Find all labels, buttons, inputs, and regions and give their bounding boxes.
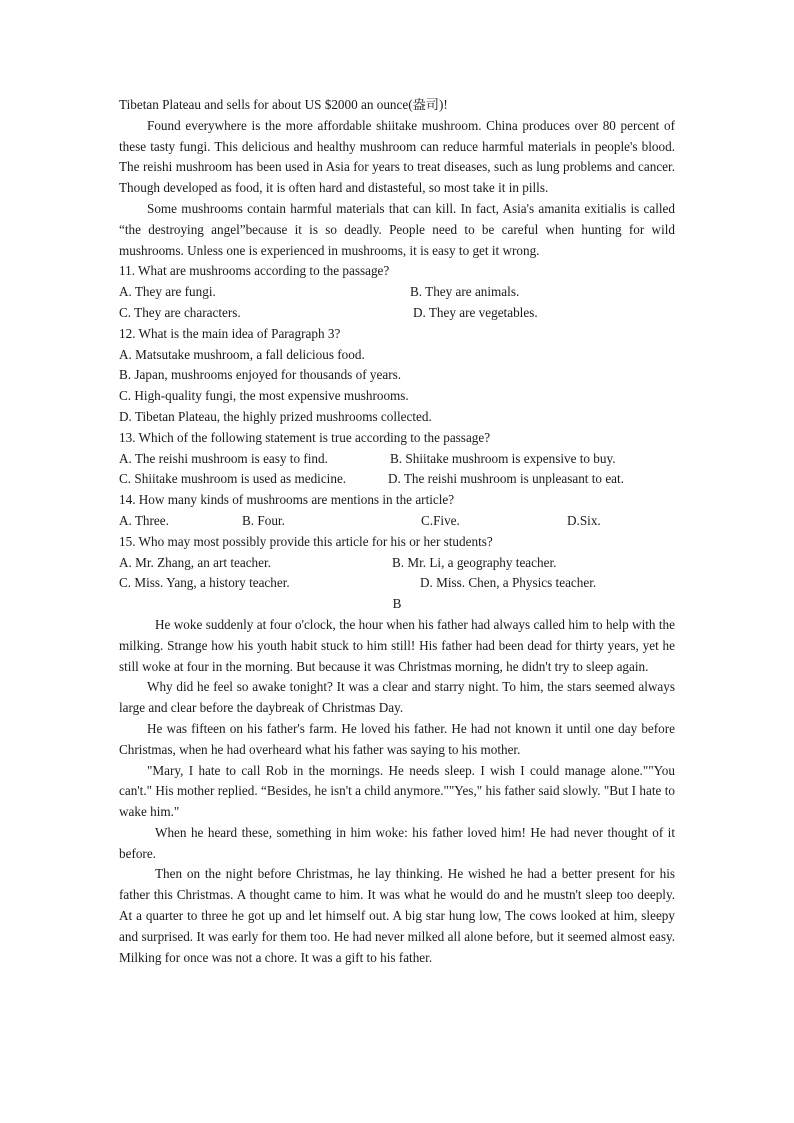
- passage-b-paragraph-2: Why did he feel so awake tonight? It was a clear and starry night. To him, the stars seemed always large and clear before the daybreak of Christmas Day.: [119, 679, 675, 716]
- passage-b-paragraph-3: He was fifteen on his father's farm. He loved his father. He had not known it until one day before Christmas, when he had overheard what his father was saying to his mother.: [119, 720, 675, 757]
- question-13-option-b: B. Shiitake mushroom is expensive to buy.: [390, 450, 616, 466]
- question-11-option-d: D. They are vegetables.: [413, 304, 538, 320]
- question-12-option-c: C. High-quality fungi, the most expensive mushrooms.: [119, 388, 409, 404]
- question-14-option-d: D.Six.: [567, 512, 601, 528]
- question-15-option-b: B. Mr. Li, a geography teacher.: [392, 554, 557, 570]
- question-12-stem: 12. What is the main idea of Paragraph 3?: [119, 325, 341, 341]
- question-12-option-b: B. Japan, mushrooms enjoyed for thousands of years.: [119, 367, 402, 383]
- question-15-options-row2: [119, 573, 675, 594]
- question-13-stem: 13. Which of the following statement is true according to the passage?: [119, 429, 491, 445]
- passage-b-paragraph-1: He woke suddenly at four o'clock, the hour when his father had always called him to help with the milking. Strange how his youth habit stuck to him still! His father had been dead for thirty years, yet he still woke at four in the morning. But because it was Christmas morning, he didn't try to sleep again.: [119, 616, 675, 674]
- question-12-option-d: D. Tibetan Plateau, the highly prized mushrooms collected.: [119, 408, 432, 424]
- question-11-options-row1: [119, 282, 675, 303]
- question-14-stem: 14. How many kinds of mushrooms are mentions in the article?: [119, 492, 455, 508]
- question-13-option-c: C. Shiitake mushroom is used as medicine.: [119, 471, 347, 487]
- question-13-option-d: D. The reishi mushroom is unpleasant to eat.: [388, 471, 624, 487]
- question-11-options-row2: [119, 303, 675, 324]
- passage-b-heading: B: [392, 596, 402, 612]
- passage-b-paragraph-4: "Mary, I hate to call Rob in the mornings. He needs sleep. I wish I could manage alone.""You can't." His mother replied. “Besides, he isn't a child anymore.""Yes," his father said slowly. "But I hate to wake him.": [119, 762, 675, 820]
- question-14-option-c: C.Five.: [421, 512, 460, 528]
- question-14-options-row: [119, 511, 675, 532]
- question-14-option-b: B. Four.: [242, 512, 285, 528]
- passage-a-intro-tail: Tibetan Plateau and sells for about US $2000 an ounce(盎司)!: [119, 97, 448, 112]
- question-11-option-a: A. They are fungi.: [119, 284, 216, 300]
- passage-a-danger-paragraph: Some mushrooms contain harmful materials that can kill. In fact, Asia's amanita exitialis is called “the destroying angel”because it is so deadly. People need to be careful when hunting for wild mushrooms. Unless one is experienced in mushrooms, it is easy to get it wrong.: [119, 200, 675, 258]
- passage-b-paragraph-6: Then on the night before Christmas, he lay thinking. He wished he had a better present for his father this Christmas. A thought came to him. It was what he would do and he mustn't sleep too deeply. At a quarter to three he got up and let himself out. A big star hung low, The cows looked at him, sleepy and surprised. It was early for them too. He had never milked all alone before, but it seemed almost easy. Milking for once was not a chore. It was a gift to his father.: [119, 866, 675, 965]
- question-15-stem: 15. Who may most possibly provide this article for his or her students?: [119, 533, 493, 549]
- question-13-options-row1: [119, 449, 675, 470]
- question-11-stem: 11. What are mushrooms according to the passage?: [119, 263, 390, 279]
- question-15-option-a: A. Mr. Zhang, an art teacher.: [119, 554, 271, 570]
- question-12-option-a: A. Matsutake mushroom, a fall delicious food.: [119, 346, 365, 362]
- passage-b-paragraph-5: When he heard these, something in him woke: his father loved him! He had never thought of it before.: [119, 824, 675, 861]
- question-11-option-c: C. They are characters.: [119, 304, 241, 320]
- question-13-options-row2: [119, 469, 675, 490]
- question-11-option-b: B. They are animals.: [410, 284, 520, 300]
- question-15-option-c: C. Miss. Yang, a history teacher.: [119, 575, 290, 591]
- question-15-options-row1: [119, 553, 675, 574]
- question-15-option-d: D. Miss. Chen, a Physics teacher.: [420, 575, 597, 591]
- question-13-option-a: A. The reishi mushroom is easy to find.: [119, 450, 328, 466]
- question-14-option-a: A. Three.: [119, 512, 169, 528]
- document-page: [119, 95, 675, 968]
- passage-a-shiitake-paragraph: Found everywhere is the more affordable shiitake mushroom. China produces over 80 percent of these tasty fungi. This delicious and healthy mushroom can reduce harmful materials in people's blood. The reishi mushroom has been used in Asia for years to treat diseases, such as lung problems and cancer. Though developed as food, it is often hard and distasteful, so most take it in pills.: [119, 117, 675, 196]
